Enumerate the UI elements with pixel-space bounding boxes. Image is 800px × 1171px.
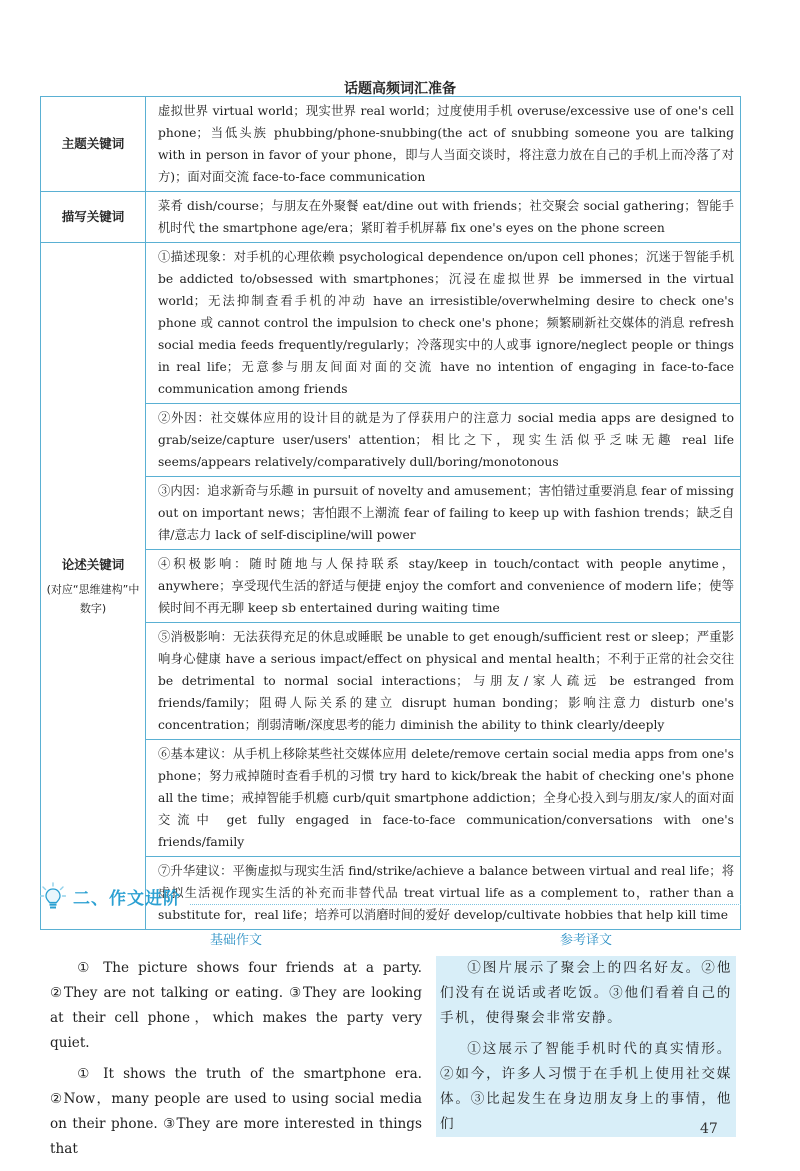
describe-keywords-label: 描写关键词 [41, 192, 146, 243]
lightbulb-icon [40, 882, 66, 912]
argue-item: ④积极影响：随时随地与人保持联系 stay/keep in touch/contact with people anytime，anywhere；享受现代生活的舒适与便捷 enjoy the comfort and convenience of modern life；使等候时间不再无聊 keep sb entertained during waiting time [146, 550, 741, 623]
table-row [41, 740, 741, 857]
basic-essay-heading: 基础作文 [209, 933, 262, 948]
table-row [41, 192, 741, 243]
basic-essay-column [50, 928, 422, 1168]
argue-item: ②外因：社交媒体应用的设计目的就是为了俘获用户的注意力 social media apps are designed to grab/seize/capture user/users' attention；相比之下，现实生活似乎乏味无趣 real life seems/appears relatively/comparatively dull/boring/monotonous [146, 404, 741, 477]
table-row [41, 477, 741, 550]
section-header [40, 882, 741, 912]
page-title: 话题高频词汇准备 [344, 81, 456, 97]
argue-item: ⑤消极影响：无法获得充足的休息或睡眠 be unable to get enough/sufficient rest or sleep；严重影响身心健康 have a serious impact/effect on physical and mental health；不利于正常的社会交往 be detrimental to normal social interactions；与朋友/家人疏远 be estranged from friends/family；阻碍人际关系的建立 disrupt human bonding；影响注意力 disturb one's concentration；削弱清晰/深度思考的能力 diminish the ability to think clearly/deeply [146, 623, 741, 740]
table-row [41, 97, 741, 192]
translation-column [436, 928, 736, 1143]
argue-item: ⑥基本建议：从手机上移除某些社交媒体应用 delete/remove certain social media apps from one's phone；努力戒掉随时查看手机的习惯 try hard to kick/break the habit of checking one's phone all the time；戒掉智能手机瘾 curb/quit smartphone addiction；全身心投入到与朋友/家人的面对面交流中 get fully engaged in face-to-face communication/conversations with one's friends/family [146, 740, 741, 857]
argue-keywords-label: 论述关键词 [61, 557, 125, 572]
argue-item: ①描述现象：对手机的心理依赖 psychological dependence on/upon cell phones；沉迷于智能手机 be addicted to/obsessed with smartphones；沉浸在虚拟世界 be immersed in the virtual world；无法抑制查看手机的冲动 have an irresistible/overwhelming desire to check one's phone 或 cannot control the impulsion to check one's phone；频繁刷新社交媒体的消息 refresh social media feeds frequently/regularly；冷落现实中的人或事 ignore/neglect people or things in real life；无意参与朋友间面对面的交流 have no intention of engaging in face-to-face communication among friends [146, 243, 741, 404]
translation-paragraph: ①这展示了智能手机时代的真实情形。②如今，许多人习惯于在手机上使用社交媒体。③比起发生在身边朋友身上的事情，他们 [440, 1041, 732, 1132]
table-row [41, 404, 741, 477]
translation-box [436, 956, 736, 1137]
translation-paragraph: ①图片展示了聚会上的四名好友。②他们没有在说话或者吃饭。③他们看着自己的手机，使得聚会非常安静。 [440, 960, 732, 1026]
essay-paragraph: ① The picture shows four friends at a party. ②They are not talking or eating. ③They are looking at their cell phone，which makes the party very quiet. [50, 960, 422, 1051]
table-row [41, 243, 741, 404]
divider [190, 904, 741, 905]
page-number: 47 [700, 1121, 718, 1137]
vocabulary-table [40, 96, 741, 930]
table-row [41, 550, 741, 623]
table-row [41, 623, 741, 740]
describe-keywords-text: 菜肴 dish/course；与朋友在外聚餐 eat/dine out with friends；社交聚会 social gathering；智能手机时代 the smartphone age/era；紧盯着手机屏幕 fix one's eyes on the phone screen [146, 192, 741, 243]
section-title: 二、作文进阶 [73, 889, 181, 909]
translation-heading: 参考译文 [559, 933, 612, 948]
argue-item: ③内因：追求新奇与乐趣 in pursuit of novelty and amusement；害怕错过重要消息 fear of missing out on important news；害怕跟不上潮流 fear of failing to keep up with fashion trends；缺乏自律/意志力 lack of self-discipline/will power [146, 477, 741, 550]
argue-keywords-sublabel: (对应“思维建构”中数字) [46, 583, 140, 615]
essay-paragraph: ① It shows the truth of the smartphone era. ②Now，many people are used to using social media on their phone. ③They are more interested in things that [50, 1066, 422, 1157]
topic-keywords-label: 主题关键词 [41, 97, 146, 192]
argue-item: ⑦升华建议：平衡虚拟与现实生活 find/strike/achieve a balance between virtual and real life；将虚拟生活视作现实生活的补充而非替代品 treat virtual life as a complement to，rather than a substitute for，real life；培养可以消磨时间的爱好 develop/cultivate hobbies that help kill time [146, 857, 741, 930]
topic-keywords-text: 虚拟世界 virtual world；现实世界 real world；过度使用手机 overuse/excessive use of one's cell phone；当低头族 phubbing/phone-snubbing(the act of snubbing someone you are talking with in person in favor of your phone，即与人当面交谈时，将注意力放在自己的手机上而冷落了对方)；面对面交流 face-to-face communication [146, 97, 741, 192]
argue-keywords-label-cell [41, 243, 146, 930]
